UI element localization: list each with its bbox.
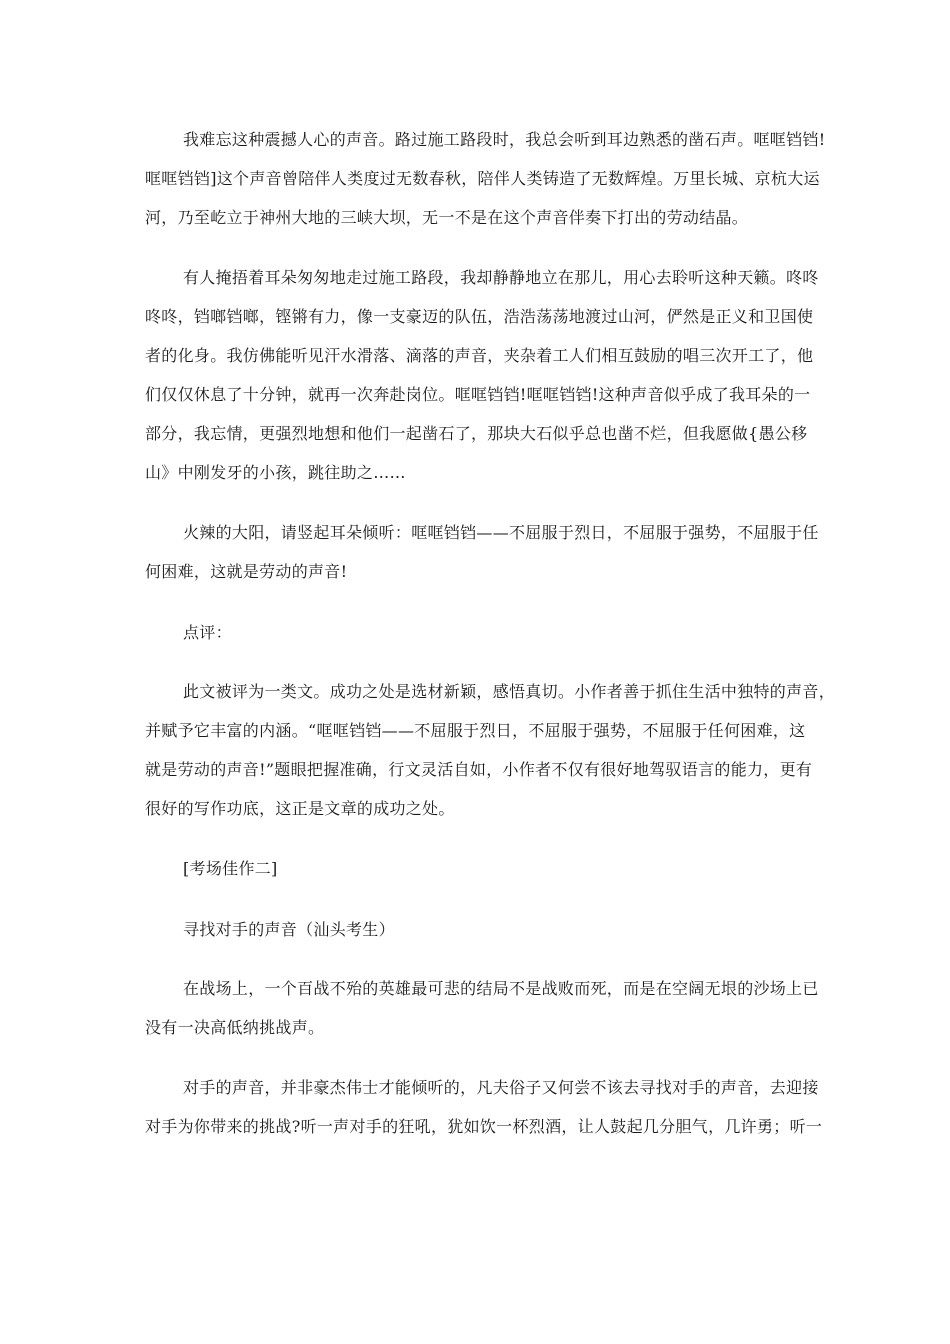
text-line: 就是劳动的声音!”题眼把握准确，行文灵活自如，小作者不仅有很好地驾驭语言的能力，更有 [145, 760, 813, 779]
article-title: 寻找对手的声音（汕头考生） [183, 920, 395, 939]
text-line: 有人掩捂着耳朵匆匆地走过施工路段，我却静静地立在那儿，用心去聆听这种天籁。咚咚 [183, 268, 819, 287]
text-line: 没有一决高低纳挑战声。 [145, 1018, 325, 1037]
text-line: 此文被评为一类文。成功之处是选材新颖，感悟真切。小作者善于抓住生活中独特的声音， [183, 682, 836, 701]
text-line: 部分，我忘情，更强烈地想和他们一起凿石了，那块大石似乎总也凿不烂，但我愿做{愚公移 [145, 424, 808, 443]
text-line: 对手为你带来的挑战?听一声对手的狂吼，犹如饮一杯烈酒，让人鼓起几分胆气，几许勇；听一 [145, 1117, 823, 1136]
text-line: 者的化身。我仿佛能听见汗水滑落、滴落的声音，夹杂着工人们相互鼓励的唱三次开工了，他 [145, 346, 814, 365]
text-line: 何困难，这就是劳动的声音! [145, 562, 348, 581]
text-line: 哐哐铛铛]这个声音曾陪伴人类度过无数春秋，陪伴人类铸造了无数辉煌。万里长城、京杭大运 [145, 169, 820, 188]
text-line: 对手的声音，并非豪杰伟士才能倾听的，凡夫俗子又何尝不该去寻找对手的声音，去迎接 [183, 1078, 819, 1097]
text-line: 我难忘这种震撼人心的声音。路过施工路段时，我总会听到耳边熟悉的凿石声。哐哐铛铛! [183, 130, 826, 149]
text-line: 河，乃至屹立于神州大地的三峡大坝，无一不是在这个声音伴奏下打出的劳动结晶。 [145, 208, 749, 227]
text-line: 很好的写作功底，这正是文章的成功之处。 [145, 799, 455, 818]
text-line: 并赋予它丰富的内涵。“哐哐铛铛——不屈服于烈日，不屈服于强势，不屈服于任何困难，这 [145, 721, 806, 740]
text-line: 咚咚，铛啷铛啷，铿锵有力，像一支豪迈的队伍，浩浩荡荡地渡过山河，俨然是正义和卫国使 [145, 307, 814, 326]
text-line: 在战场上，一个百战不殆的英雄最可悲的结局不是战败而死，而是在空阔无垠的沙场上已 [183, 979, 819, 998]
section-label: 点评： [183, 623, 232, 642]
section-heading: [考场佳作二] [183, 859, 278, 878]
text-line: 火辣的大阳，请竖起耳朵倾听：哐哐铛铛——不屈服于烈日，不屈服于强势，不屈服于任 [183, 523, 819, 542]
text-line: 山》中刚发牙的小孩，跳往助之…… [145, 463, 406, 482]
text-line: 们仅仅休息了十分钟，就再一次奔赴岗位。哐哐铛铛!哐哐铛铛!这种声音似乎成了我耳朵的一 [145, 385, 811, 404]
